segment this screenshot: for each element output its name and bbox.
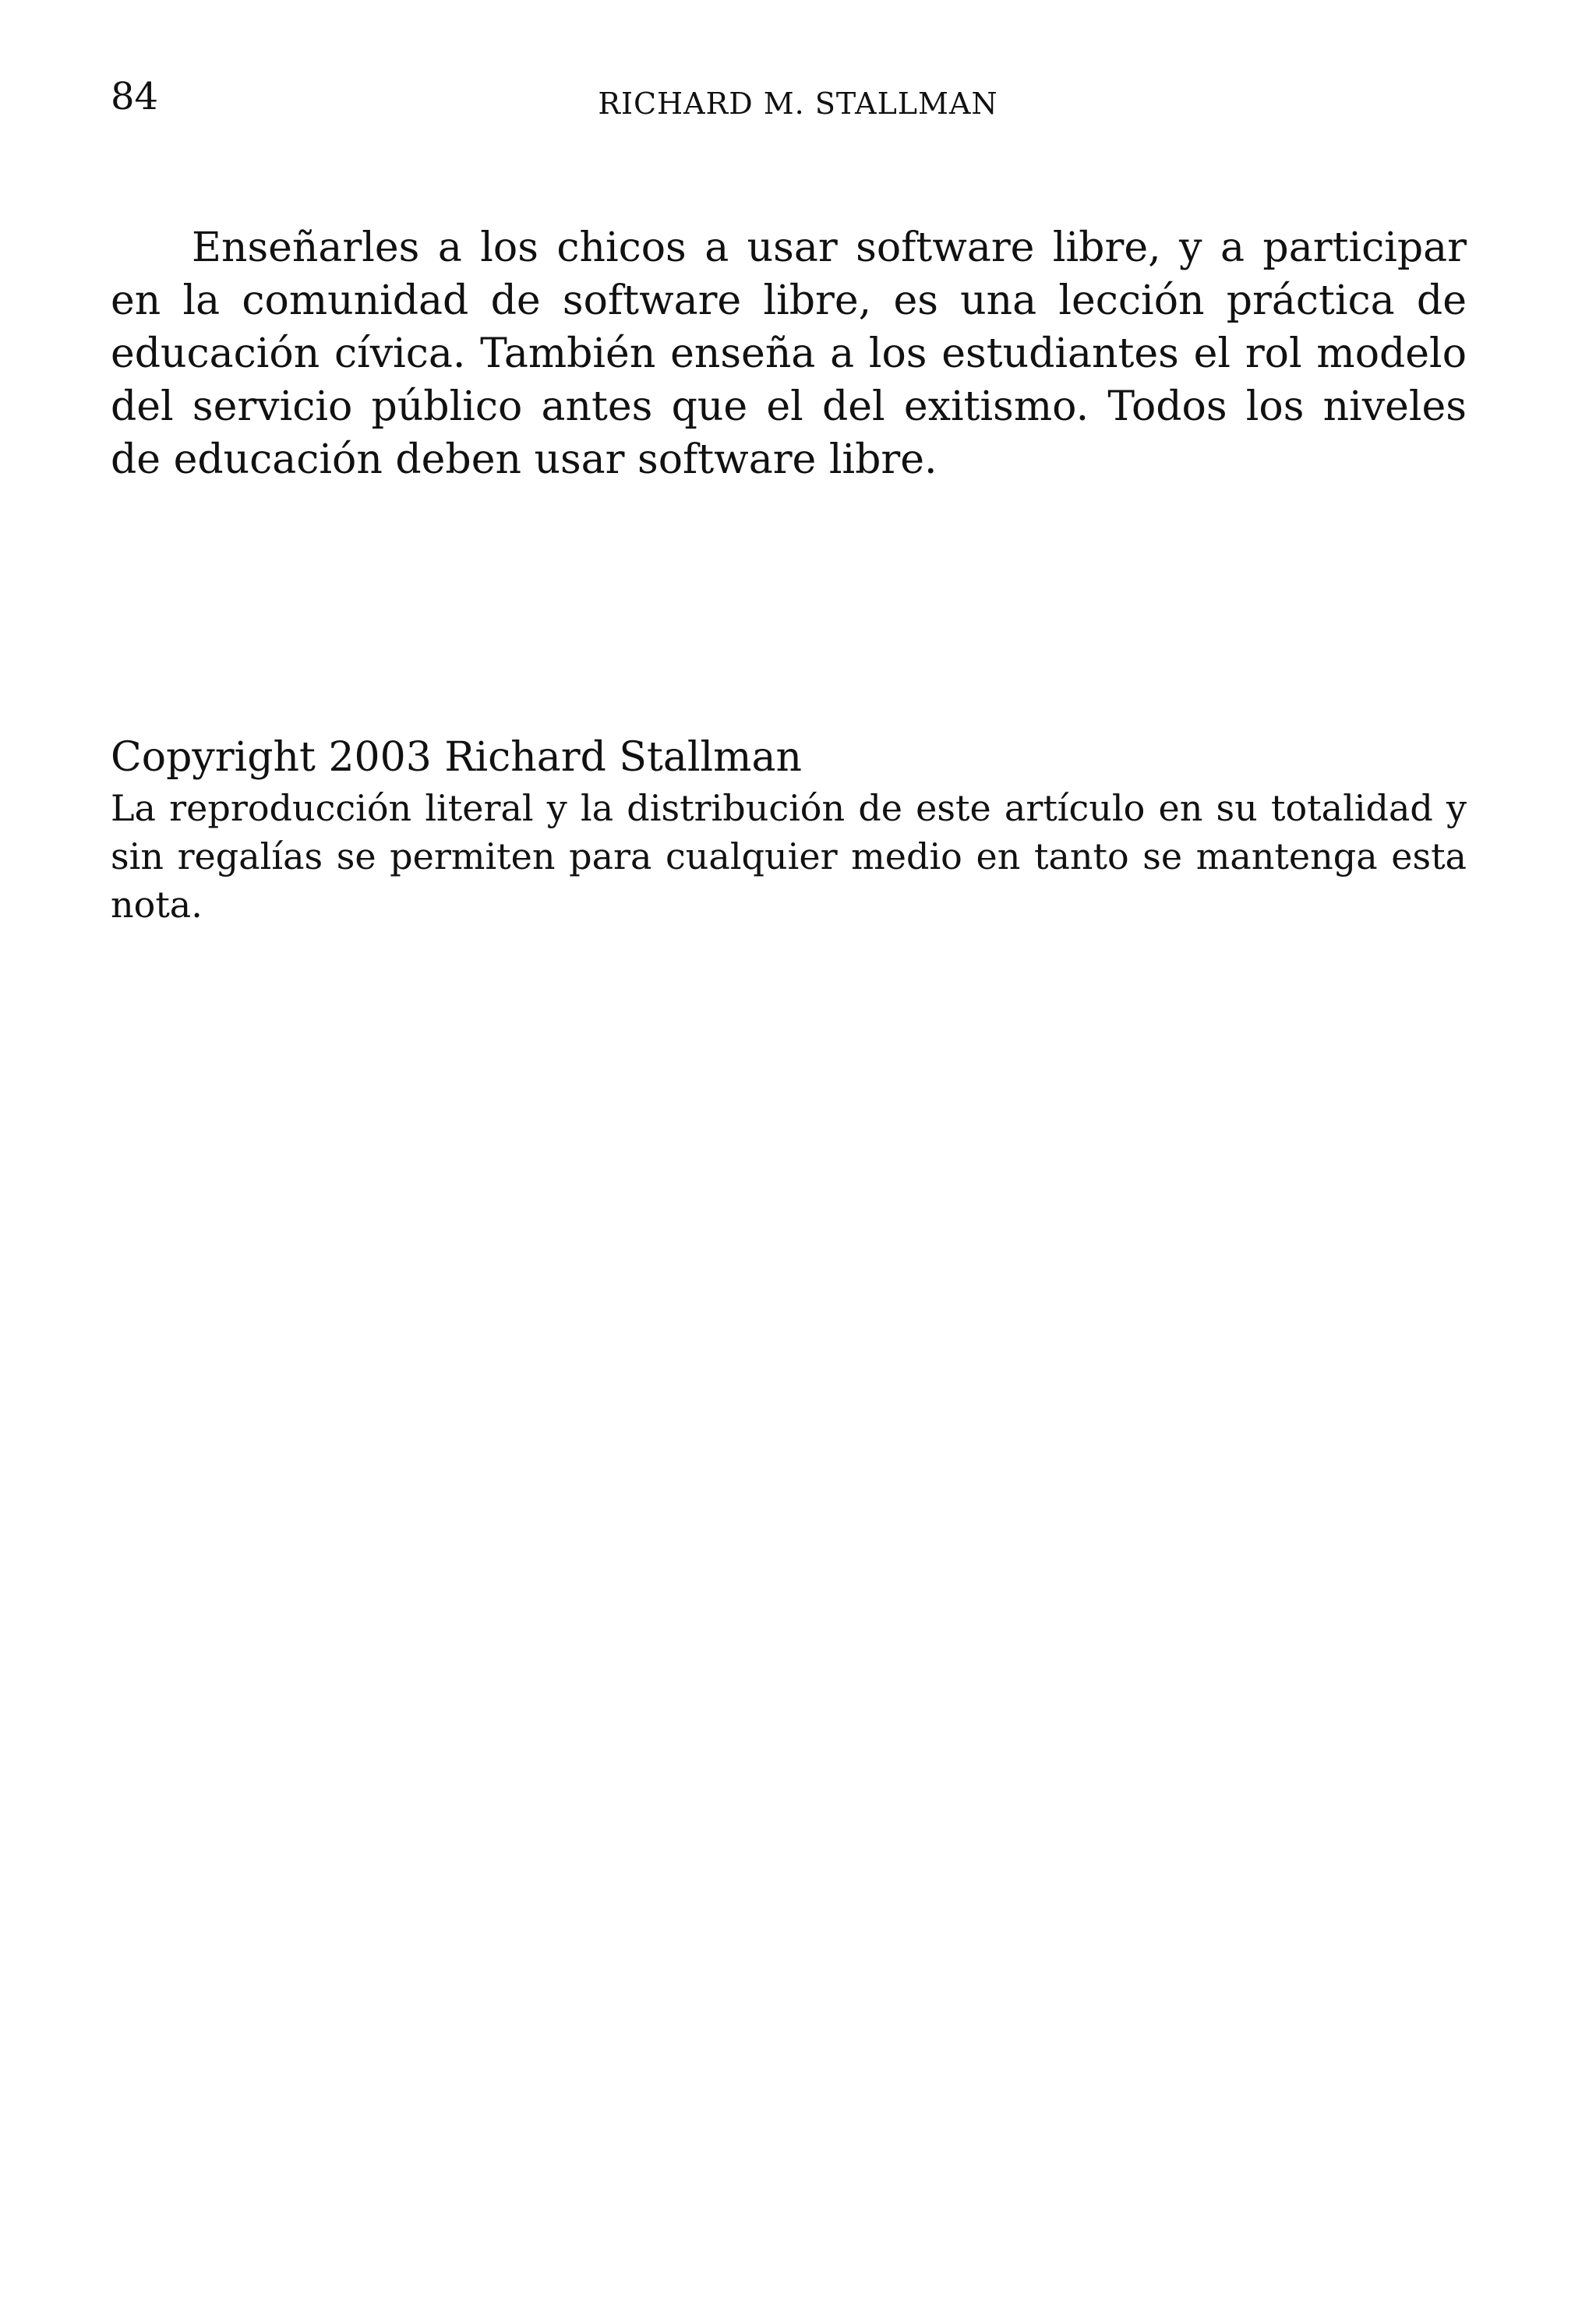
running-head: RICHARD M. STALLMAN (598, 86, 998, 121)
page-number: 84 (111, 75, 159, 118)
copyright-line: Copyright 2003 Richard Stallman (111, 734, 802, 781)
body-paragraph: Enseñarles a los chicos a usar software libre, y a participar en la comunidad de software libre, es una lección práctica de educación cívica. También enseña a los estudiantes el rol modelo del servicio público antes que el del exitismo. Todos los niveles de educación deben usar software libre. (111, 224, 1467, 483)
copyright-block (111, 731, 1467, 929)
license-note: La reproducción literal y la distribución de este artículo en su totalidad y sin regalías se permiten para cualquier medio en tanto se mantenga esta nota. (111, 787, 1467, 926)
